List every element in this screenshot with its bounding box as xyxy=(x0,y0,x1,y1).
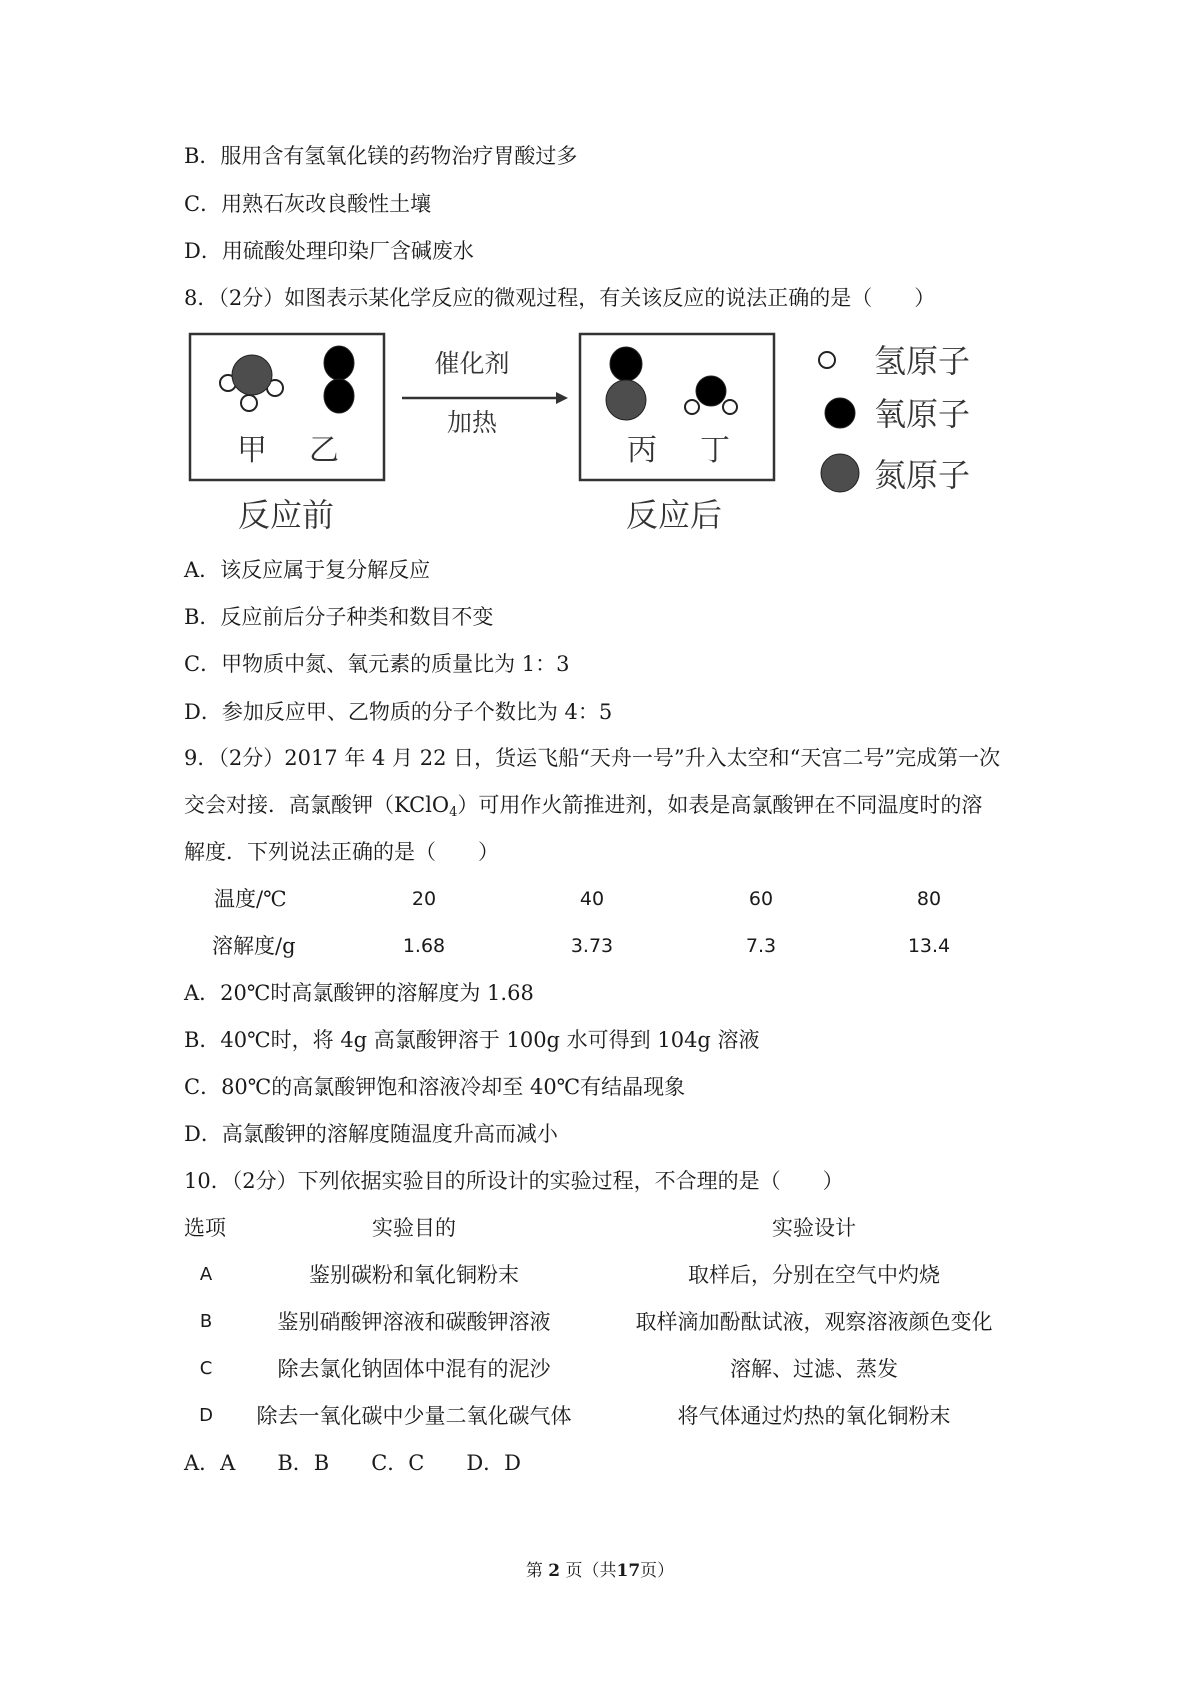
row-option: B xyxy=(199,1311,213,1332)
legend-oxygen-icon xyxy=(825,398,855,428)
legend-nitrogen-icon xyxy=(821,454,859,492)
solubility-value: 13.4 xyxy=(907,935,951,957)
oxygen-atom xyxy=(324,346,354,380)
table-row xyxy=(184,1307,1014,1337)
solubility-label: 溶解度/g xyxy=(212,934,296,958)
solubility-row-value xyxy=(184,931,1004,961)
row-design: 取样滴加酚酞试液，观察溶液颜色变化 xyxy=(635,1310,993,1334)
oxygen-atom xyxy=(610,347,642,381)
reactant-a-label: 甲 xyxy=(237,433,267,468)
q9-stem-line1: 9．（2分）2017 年 4 月 22 日，货运飞船“天舟一号”升入太空和“天宫二号”完成第一次 xyxy=(184,746,1001,770)
after-label: 反应后 xyxy=(625,496,723,534)
table-row xyxy=(184,1354,1014,1384)
row-goal: 鉴别硝酸钾溶液和碳酸钾溶液 xyxy=(277,1310,551,1334)
header-design: 实验设计 xyxy=(772,1216,856,1240)
temp-value: 60 xyxy=(748,888,774,910)
page-footer: 第 2 页（共17页） xyxy=(525,1561,675,1581)
legend-nitrogen-label: 氮原子 xyxy=(874,456,971,494)
legend-hydrogen-icon xyxy=(819,352,835,368)
solubility-value: 3.73 xyxy=(570,935,614,957)
hydrogen-atom xyxy=(685,400,699,414)
solubility-value: 7.3 xyxy=(745,935,777,957)
temp-value: 80 xyxy=(916,888,942,910)
q9-option-d: D．高氯酸钾的溶解度随温度升高而减小 xyxy=(184,1122,558,1146)
row-option: C xyxy=(199,1358,213,1379)
subscript: 4 xyxy=(449,805,458,820)
product-d-label: 丁 xyxy=(700,433,730,468)
temp-value: 40 xyxy=(579,888,605,910)
condition-heat: 加热 xyxy=(446,408,498,437)
q10-stem: 10．（2分）下列依据实验目的所设计的实验过程，不合理的是（ ） xyxy=(184,1169,844,1193)
q8-option-d: D．参加反应甲、乙物质的分子个数比为 4：5 xyxy=(184,700,613,724)
table-row xyxy=(184,1260,1014,1290)
legend-hydrogen-label: 氢原子 xyxy=(874,342,971,380)
hydrogen-atom xyxy=(241,395,257,411)
legend-oxygen-label: 氧原子 xyxy=(874,395,971,433)
solubility-value: 1.68 xyxy=(402,935,446,957)
table-row xyxy=(184,1401,1014,1431)
before-box xyxy=(190,334,384,480)
before-label: 反应前 xyxy=(237,496,335,534)
solubility-row-temp xyxy=(184,884,1004,914)
q8-option-a: A．该反应属于复分解反应 xyxy=(184,558,431,582)
q9-stem-line2: 交会对接．高氯酸钾（KClO$_4$）可用作火箭推进剂，如表是高氯酸钾在不同温度时的溶 xyxy=(184,793,983,820)
condition-catalyst: 催化剂 xyxy=(434,349,510,378)
q10-answer-options: A．A B．B C．C D．D xyxy=(184,1451,522,1475)
row-option: D xyxy=(199,1405,213,1426)
nitrogen-atom xyxy=(606,380,646,420)
q9-option-a: A．20℃时高氯酸钾的溶解度为 1.68 xyxy=(184,981,534,1005)
row-goal: 除去氯化钠固体中混有的泥沙 xyxy=(277,1357,551,1381)
q8-option-b: B．反应前后分子种类和数目不变 xyxy=(184,605,494,629)
header-option: 选项 xyxy=(184,1216,226,1240)
temp-value: 20 xyxy=(411,888,437,910)
q8-option-c: C．甲物质中氮、氧元素的质量比为 1：3 xyxy=(184,652,570,676)
q7-option-c: C．用熟石灰改良酸性土壤 xyxy=(184,192,432,216)
q7-option-b: B．服用含有氢氧化镁的药物治疗胃酸过多 xyxy=(184,144,578,168)
q7-option-d: D．用硫酸处理印染厂含碱废水 xyxy=(184,239,474,263)
q9-option-c: C．80℃的高氯酸钾饱和溶液冷却至 40℃有结晶现象 xyxy=(184,1075,686,1099)
q9-stem-line3: 解度．下列说法正确的是（ ） xyxy=(184,840,499,864)
q8-stem: 8．（2分）如图表示某化学反应的微观过程，有关该反应的说法正确的是（ ） xyxy=(184,286,936,310)
row-option: A xyxy=(199,1264,213,1285)
header-goal: 实验目的 xyxy=(372,1216,456,1240)
q9-option-b: B．40℃时，将 4g 高氯酸钾溶于 100g 水可得到 104g 溶液 xyxy=(184,1028,760,1052)
temp-label: 温度/℃ xyxy=(214,887,287,911)
experiment-table-header xyxy=(184,1213,1014,1243)
row-goal: 鉴别碳粉和氧化铜粉末 xyxy=(309,1263,519,1287)
reaction-diagram xyxy=(184,328,1004,538)
oxygen-atom xyxy=(324,379,354,413)
row-design: 取样后，分别在空气中灼烧 xyxy=(688,1263,940,1287)
nitrogen-atom xyxy=(232,355,272,395)
oxygen-atom xyxy=(696,376,726,406)
row-goal: 除去一氧化碳中少量二氧化碳气体 xyxy=(256,1404,572,1428)
row-design: 溶解、过滤、蒸发 xyxy=(730,1357,898,1381)
reactant-b-label: 乙 xyxy=(309,433,339,468)
arrow-head xyxy=(556,392,568,404)
product-c-label: 丙 xyxy=(627,433,657,468)
row-design: 将气体通过灼热的氧化铜粉末 xyxy=(677,1404,951,1428)
hydrogen-atom xyxy=(723,400,737,414)
page-number: 2 xyxy=(548,1561,561,1581)
total-pages: 17 xyxy=(616,1561,641,1581)
